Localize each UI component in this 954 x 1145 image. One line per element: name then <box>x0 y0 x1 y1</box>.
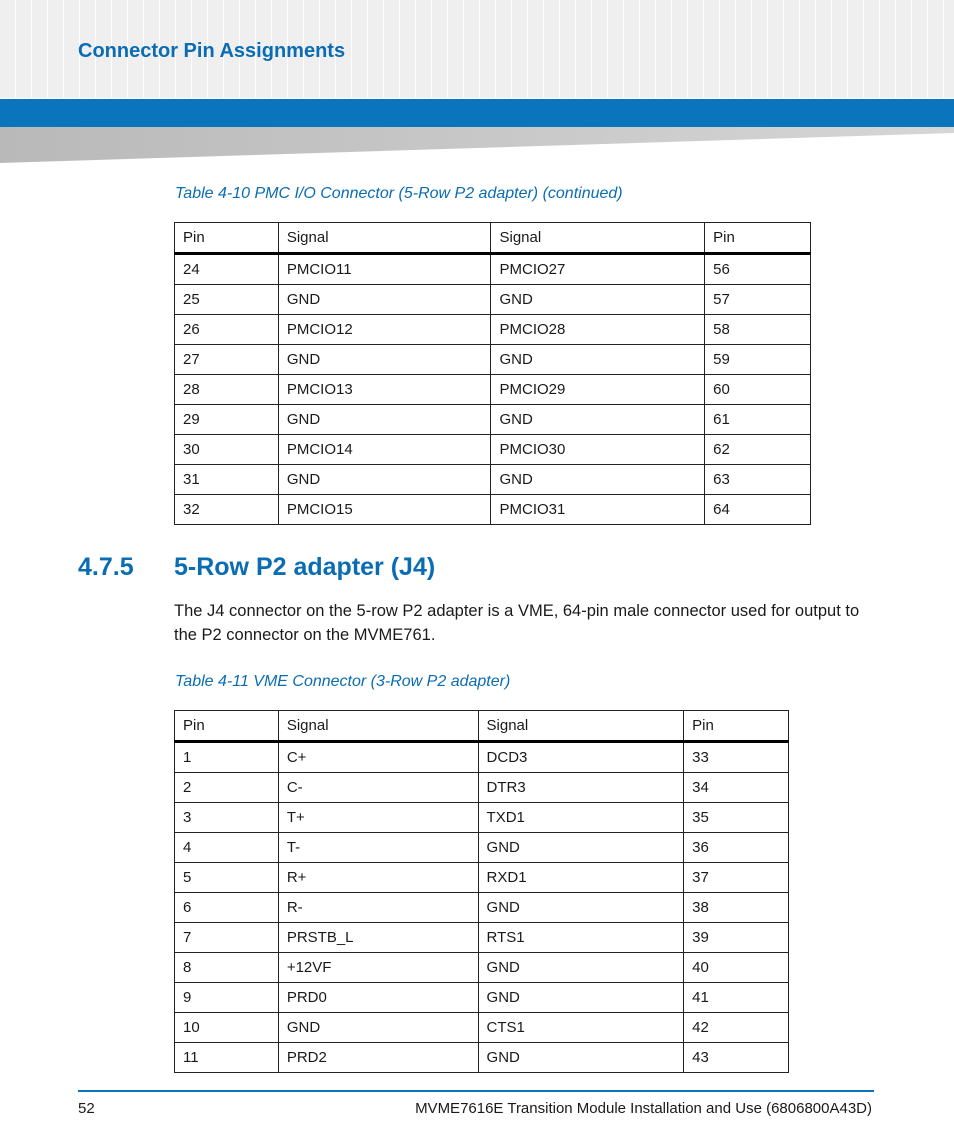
column-header: Pin <box>175 223 279 254</box>
table-cell: T- <box>278 833 478 863</box>
table-cell: DCD3 <box>478 742 684 773</box>
table-cell: GND <box>278 345 491 375</box>
table-row <box>175 405 811 435</box>
table-cell: 9 <box>175 983 279 1013</box>
table-cell: 11 <box>175 1043 279 1073</box>
table-cell: GND <box>278 1013 478 1043</box>
table-cell: PMCIO30 <box>491 435 705 465</box>
table-cell: GND <box>278 285 491 315</box>
table-row <box>175 893 789 923</box>
table-row <box>175 435 811 465</box>
table-cell: 33 <box>684 742 789 773</box>
table-cell: PMCIO29 <box>491 375 705 405</box>
table-cell: 8 <box>175 953 279 983</box>
table-cell: GND <box>278 405 491 435</box>
table-cell: 63 <box>705 465 811 495</box>
table-cell: 62 <box>705 435 811 465</box>
table-cell: GND <box>478 1043 684 1073</box>
column-header: Signal <box>278 711 478 742</box>
table-cell: GND <box>491 345 705 375</box>
table-cell: PMCIO13 <box>278 375 491 405</box>
table-cell: R+ <box>278 863 478 893</box>
table-cell: 38 <box>684 893 789 923</box>
page-number: 52 <box>78 1100 95 1117</box>
section-heading <box>78 553 435 582</box>
table-cell: GND <box>491 405 705 435</box>
vme-connector-table <box>174 710 789 1073</box>
table-row <box>175 1043 789 1073</box>
footer-rule <box>78 1090 874 1092</box>
table-cell: 2 <box>175 773 279 803</box>
table-cell: PMCIO27 <box>491 254 705 285</box>
table-cell: R- <box>278 893 478 923</box>
table-cell: 31 <box>175 465 279 495</box>
table-cell: 57 <box>705 285 811 315</box>
table-cell: PRSTB_L <box>278 923 478 953</box>
table-cell: GND <box>478 893 684 923</box>
table-row <box>175 1013 789 1043</box>
table-cell: 3 <box>175 803 279 833</box>
table-header-row <box>175 711 789 742</box>
table-row <box>175 742 789 773</box>
table-row <box>175 254 811 285</box>
table-row <box>175 285 811 315</box>
table-cell: GND <box>478 833 684 863</box>
table-row <box>175 803 789 833</box>
table-row <box>175 315 811 345</box>
table-row <box>175 833 789 863</box>
table-cell: 27 <box>175 345 279 375</box>
table-cell: PMCIO28 <box>491 315 705 345</box>
table-header-row <box>175 223 811 254</box>
table-cell: +12VF <box>278 953 478 983</box>
table-cell: 42 <box>684 1013 789 1043</box>
table-cell: 4 <box>175 833 279 863</box>
table-cell: 1 <box>175 742 279 773</box>
header-blue-bar <box>0 99 954 127</box>
table-caption-4-11: Table 4-11 VME Connector (3-Row P2 adapter) <box>175 673 511 690</box>
table-cell: RTS1 <box>478 923 684 953</box>
table-row <box>175 923 789 953</box>
table-row <box>175 983 789 1013</box>
table-cell: 36 <box>684 833 789 863</box>
table-cell: 60 <box>705 375 811 405</box>
table-cell: 29 <box>175 405 279 435</box>
table-row <box>175 773 789 803</box>
table-cell: GND <box>478 953 684 983</box>
table-cell: GND <box>491 285 705 315</box>
table-cell: 61 <box>705 405 811 435</box>
table-cell: 10 <box>175 1013 279 1043</box>
table-cell: 58 <box>705 315 811 345</box>
footer-document-title: MVME7616E Transition Module Installation and Use (6806800A43D) <box>415 1100 872 1117</box>
table-cell: 40 <box>684 953 789 983</box>
table-cell: PMCIO12 <box>278 315 491 345</box>
table-cell: 41 <box>684 983 789 1013</box>
table-cell: C- <box>278 773 478 803</box>
table-cell: 64 <box>705 495 811 525</box>
page-header-title: Connector Pin Assignments <box>78 40 346 62</box>
table-row <box>175 953 789 983</box>
table-cell: 30 <box>175 435 279 465</box>
table-row <box>175 495 811 525</box>
table-cell: 34 <box>684 773 789 803</box>
table-cell: 5 <box>175 863 279 893</box>
column-header: Signal <box>278 223 491 254</box>
table-cell: PRD2 <box>278 1043 478 1073</box>
table-row <box>175 345 811 375</box>
table-cell: 7 <box>175 923 279 953</box>
table-cell: T+ <box>278 803 478 833</box>
column-header: Pin <box>705 223 811 254</box>
table-cell: 25 <box>175 285 279 315</box>
table-cell: RXD1 <box>478 863 684 893</box>
table-cell: 6 <box>175 893 279 923</box>
table-caption-4-10: Table 4-10 PMC I/O Connector (5-Row P2 adapter) (continued) <box>175 185 623 202</box>
table-cell: 39 <box>684 923 789 953</box>
table-cell: 56 <box>705 254 811 285</box>
table-cell: 59 <box>705 345 811 375</box>
column-header: Signal <box>491 223 705 254</box>
pmc-io-connector-table <box>174 222 811 525</box>
table-row <box>175 375 811 405</box>
table-cell: 26 <box>175 315 279 345</box>
column-header: Pin <box>684 711 789 742</box>
column-header: Signal <box>478 711 684 742</box>
header-gray-wedge <box>0 127 954 163</box>
section-body-text: The J4 connector on the 5-row P2 adapter is a VME, 64-pin male connector used for output to the P2 connector on the MVME761. <box>174 602 860 644</box>
table-cell: 43 <box>684 1043 789 1073</box>
table-cell: 24 <box>175 254 279 285</box>
table-cell: GND <box>278 465 491 495</box>
table-cell: 35 <box>684 803 789 833</box>
table-cell: 32 <box>175 495 279 525</box>
table-cell: PRD0 <box>278 983 478 1013</box>
section-number: 4.7.5 <box>78 553 134 581</box>
table-cell: PMCIO11 <box>278 254 491 285</box>
column-header: Pin <box>175 711 279 742</box>
table-cell: DTR3 <box>478 773 684 803</box>
table-cell: PMCIO15 <box>278 495 491 525</box>
table-cell: GND <box>478 983 684 1013</box>
section-title: 5-Row P2 adapter (J4) <box>174 553 436 581</box>
table-cell: GND <box>491 465 705 495</box>
table-cell: TXD1 <box>478 803 684 833</box>
table-cell: 37 <box>684 863 789 893</box>
table-cell: CTS1 <box>478 1013 684 1043</box>
table-cell: 28 <box>175 375 279 405</box>
table-cell: PMCIO31 <box>491 495 705 525</box>
table-row <box>175 863 789 893</box>
table-cell: C+ <box>278 742 478 773</box>
table-cell: PMCIO14 <box>278 435 491 465</box>
table-row <box>175 465 811 495</box>
